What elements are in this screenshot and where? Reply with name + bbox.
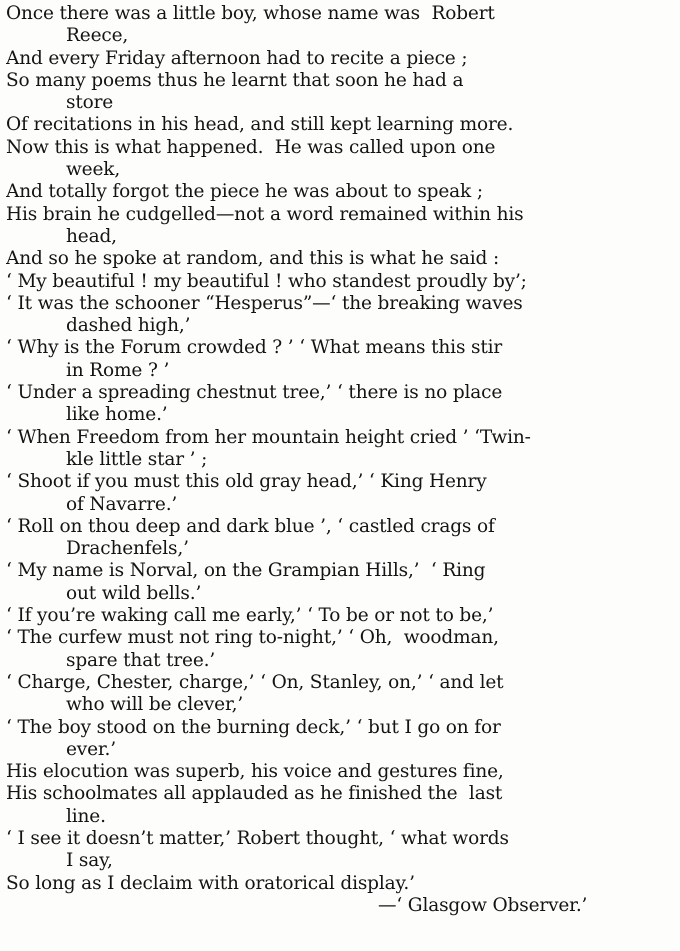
poem-line-continuation: week, bbox=[66, 159, 121, 181]
poem-line: So long as I declaim with oratorical display.’ bbox=[6, 872, 415, 894]
poem-line: And every Friday afternoon had to recite a piece ; bbox=[6, 47, 468, 69]
poem-line-continuation: ever.’ bbox=[66, 738, 117, 760]
poem-line: ‘ If you’re waking call me early,’ ‘ To be or not to be,’ bbox=[6, 605, 494, 627]
poem-line: ‘ Why is the Forum crowded ? ’ ‘ What means this stir bbox=[6, 337, 503, 359]
poem-line: His elocution was superb, his voice and gestures fine, bbox=[6, 761, 504, 783]
poem-line-continuation: dashed high,’ bbox=[66, 315, 191, 337]
poem-line: ‘ Shoot if you must this old gray head,’ ‘ King Henry bbox=[6, 471, 487, 493]
poem-line-continuation: kle little star ’ ; bbox=[66, 448, 208, 470]
poem-line: His brain he cudgelled—not a word remained within his bbox=[6, 203, 524, 225]
poem-line: ‘ My beautiful ! my beautiful ! who standest proudly by’; bbox=[6, 270, 527, 292]
poem-line-continuation: Drachenfels,’ bbox=[66, 538, 189, 560]
poem-line-continuation: of Navarre.’ bbox=[66, 493, 178, 515]
poem-line: ‘ Charge, Chester, charge,’ ‘ On, Stanley, on,’ ‘ and let bbox=[6, 671, 504, 693]
attribution: —‘ Glasgow Observer.’ bbox=[378, 894, 588, 916]
poem-line: ‘ Under a spreading chestnut tree,’ ‘ there is no place bbox=[6, 382, 503, 404]
poem-line-continuation: spare that tree.’ bbox=[66, 649, 216, 671]
poem-line-continuation: I say, bbox=[66, 850, 113, 872]
poem-line: ‘ Roll on thou deep and dark blue ’, ‘ castled crags of bbox=[6, 515, 495, 537]
poem-line-continuation: Reece, bbox=[66, 25, 129, 47]
poem-line: ‘ I see it doesn’t matter,’ Robert thought, ‘ what words bbox=[6, 827, 509, 849]
poem-line-continuation: who will be clever,’ bbox=[66, 694, 244, 716]
poem-line: His schoolmates all applauded as he finished the last bbox=[6, 783, 503, 805]
poem-line: Once there was a little boy, whose name was Robert bbox=[6, 3, 495, 24]
poem-line-continuation: line. bbox=[66, 805, 106, 827]
poem-line-continuation: like home.’ bbox=[66, 404, 168, 426]
poem-line: ‘ It was the schooner “Hesperus”—‘ the breaking waves bbox=[6, 292, 523, 314]
poem-line-continuation: store bbox=[66, 92, 114, 114]
poem-line-continuation: in Rome ? ’ bbox=[66, 359, 170, 381]
poem-line: And so he spoke at random, and this is what he said : bbox=[6, 248, 500, 270]
poem-line-continuation: out wild bells.’ bbox=[66, 582, 202, 604]
poem-line: ‘ The curfew must not ring to-night,’ ‘ Oh, woodman, bbox=[6, 627, 499, 649]
poem-line: Of recitations in his head, and still kept learning more. bbox=[6, 114, 514, 136]
poem-line: And totally forgot the piece he was about to speak ; bbox=[6, 181, 483, 203]
poem-line: ‘ When Freedom from her mountain height cried ’ ‘Twin- bbox=[6, 426, 531, 448]
poem-line: ‘ My name is Norval, on the Grampian Hills,’ ‘ Ring bbox=[6, 560, 486, 582]
poem-line: Now this is what happened. He was called upon one bbox=[6, 136, 496, 158]
poem-body bbox=[6, 3, 675, 895]
poem-line: ‘ The boy stood on the burning deck,’ ‘ but I go on for bbox=[6, 716, 501, 738]
poem-line-continuation: head, bbox=[66, 225, 117, 247]
poem-line: So many poems thus he learnt that soon he had a bbox=[6, 69, 464, 91]
